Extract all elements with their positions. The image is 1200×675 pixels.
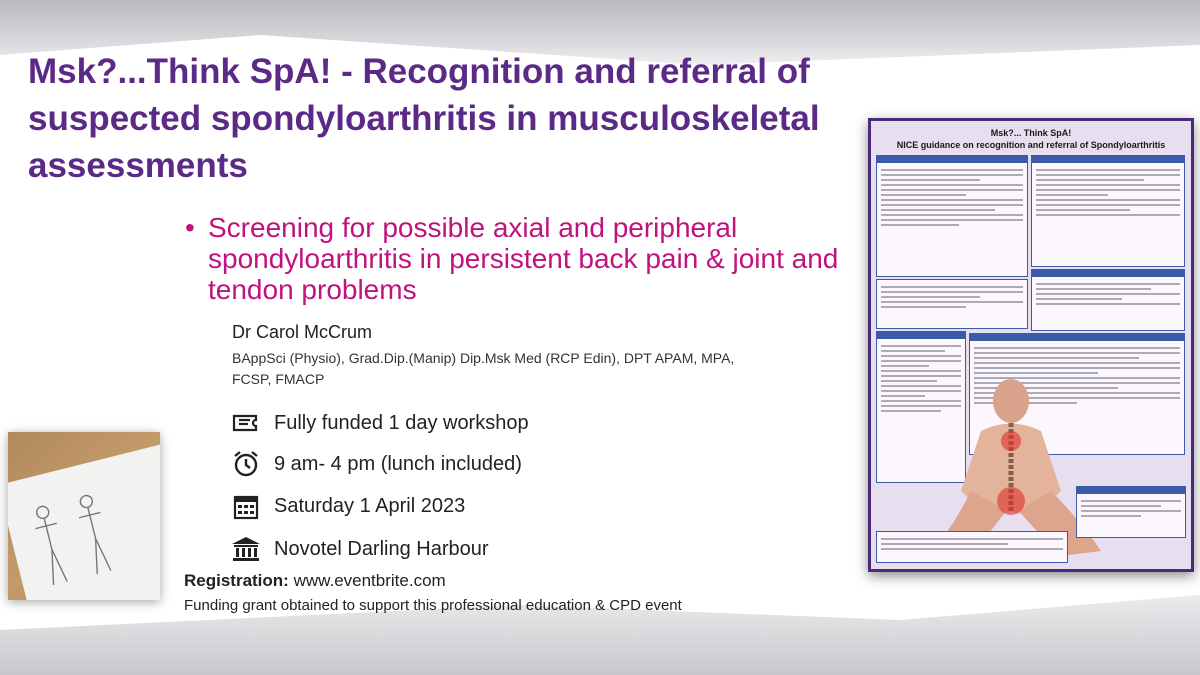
registration [184, 571, 446, 591]
poster-box-why-screen [1031, 155, 1185, 267]
poster-title-line1: Msk?... Think SpA! [990, 128, 1072, 138]
presenter-name: Dr Carol McCrum [232, 322, 373, 342]
building-icon [230, 535, 262, 563]
detail-row-workshop [230, 408, 529, 438]
ticket-icon [230, 409, 262, 437]
guidance-poster [868, 118, 1194, 572]
detail-row-time [230, 449, 522, 479]
detail-text: Novotel Darling Harbour [274, 537, 489, 560]
calendar-icon [230, 492, 262, 520]
poster-title-line2: NICE guidance on recognition and referral of Spondyloarthritis [896, 140, 1166, 150]
poster-title [871, 121, 1191, 151]
detail-row-venue [230, 534, 489, 564]
registration-label: Registration: [184, 571, 289, 590]
alarm-clock-icon [230, 450, 262, 478]
detail-row-date [230, 491, 465, 521]
poster-box-recognition [876, 279, 1028, 329]
poster-box-further-reading [876, 531, 1068, 563]
presenter-qualifications: BAppSci (Physio), Grad.Dip.(Manip) Dip.Msk Med (RCP Edin), DPT APAM, MPA, FCSP, FMACP [232, 350, 735, 387]
bullet-point [185, 212, 845, 305]
page-title: Msk?...Think SpA! - Recognition and referral of suspected spondyloarthritis in musculoskeletal assessments [28, 52, 820, 185]
funding-note: Funding grant obtained to support this professional education & CPD event [184, 597, 682, 614]
bullet-text: Screening for possible axial and peripheral spondyloarthritis in persistent back pain & joint and tendon problems [208, 212, 839, 305]
assessment-form-photo [8, 432, 160, 600]
body-outline-figures-icon [26, 492, 136, 592]
registration-link[interactable]: www.eventbrite.com [293, 571, 446, 590]
detail-text: 9 am- 4 pm (lunch included) [274, 452, 522, 475]
detail-text: Saturday 1 April 2023 [274, 494, 466, 517]
detail-text: Fully funded 1 day workshop [274, 411, 529, 434]
poster-box-key-points [1076, 486, 1186, 538]
poster-box-conditions [1031, 269, 1185, 331]
poster-box-what-is-spa [876, 155, 1028, 277]
bullet-dot: • [185, 212, 195, 243]
